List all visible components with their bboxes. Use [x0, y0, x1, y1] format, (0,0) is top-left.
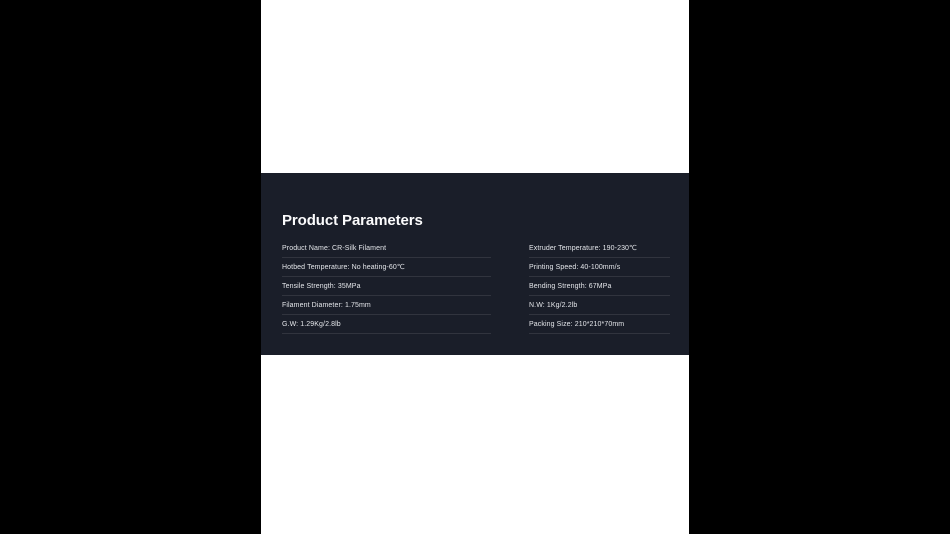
param-net-weight: N.W: 1Kg/2.2lb: [529, 296, 670, 315]
param-extruder-temperature: Extruder Temperature: 190-230℃: [529, 239, 670, 258]
param-hotbed-temperature: Hotbed Temperature: No heating-60℃: [282, 258, 491, 277]
param-gross-weight: G.W: 1.29Kg/2.8lb: [282, 315, 491, 334]
parameters-right-column: [529, 239, 670, 334]
parameters-table: [282, 239, 670, 334]
product-content-column: [261, 0, 689, 534]
section-title: Product Parameters: [282, 212, 423, 229]
param-packing-size: Packing Size: 210*210*70mm: [529, 315, 670, 334]
param-tensile-strength: Tensile Strength: 35MPa: [282, 277, 491, 296]
product-parameters-panel: [261, 173, 689, 355]
param-printing-speed: Printing Speed: 40-100mm/s: [529, 258, 670, 277]
param-product-name: Product Name: CR-Silk Filament: [282, 239, 491, 258]
param-bending-strength: Bending Strength: 67MPa: [529, 277, 670, 296]
parameters-left-column: [282, 239, 491, 334]
param-filament-diameter: Filament Diameter: 1.75mm: [282, 296, 491, 315]
